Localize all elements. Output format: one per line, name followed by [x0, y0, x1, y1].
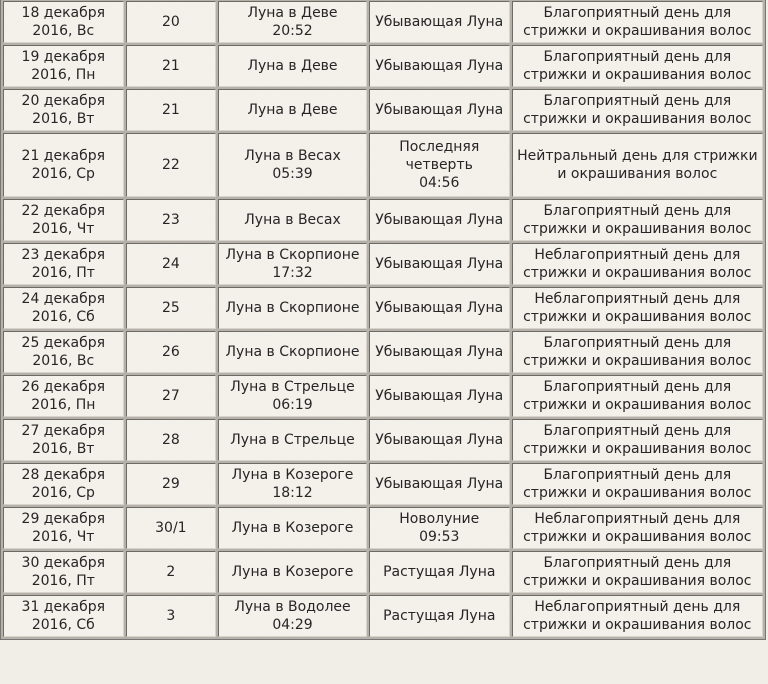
haircut-note-cell: Нейтральный день для стрижки и окрашивания волос — [512, 133, 763, 197]
table-row — [3, 595, 763, 637]
moon-sign-cell: Луна в Скорпионе 17:32 — [218, 243, 367, 285]
moon-phase-cell: Убывающая Луна — [369, 199, 510, 241]
table-row — [3, 463, 763, 505]
date-cell: 27 декабря 2016, Вт — [3, 419, 124, 461]
date-cell: 21 декабря 2016, Ср — [3, 133, 124, 197]
moon-sign-cell: Луна в Деве 20:52 — [218, 1, 367, 43]
moon-sign-cell: Луна в Весах 05:39 — [218, 133, 367, 197]
lunar-day-cell: 21 — [126, 45, 216, 87]
moon-sign-cell: Луна в Козероге — [218, 507, 367, 549]
haircut-note-cell: Благоприятный день для стрижки и окрашивания волос — [512, 199, 763, 241]
haircut-note-cell: Благоприятный день для стрижки и окрашивания волос — [512, 551, 763, 593]
date-cell: 25 декабря 2016, Вс — [3, 331, 124, 373]
table-row — [3, 133, 763, 197]
haircut-note-cell: Благоприятный день для стрижки и окрашивания волос — [512, 331, 763, 373]
moon-sign-cell: Луна в Козероге — [218, 551, 367, 593]
table-row — [3, 199, 763, 241]
haircut-note-cell: Благоприятный день для стрижки и окрашивания волос — [512, 375, 763, 417]
moon-phase-cell: Убывающая Луна — [369, 89, 510, 131]
date-cell: 29 декабря 2016, Чт — [3, 507, 124, 549]
haircut-note-cell: Неблагоприятный день для стрижки и окрашивания волос — [512, 507, 763, 549]
moon-phase-cell: Растущая Луна — [369, 595, 510, 637]
lunar-day-cell: 26 — [126, 331, 216, 373]
moon-sign-cell: Луна в Козероге 18:12 — [218, 463, 367, 505]
table-row — [3, 287, 763, 329]
moon-sign-cell: Луна в Деве — [218, 89, 367, 131]
haircut-note-cell: Благоприятный день для стрижки и окрашивания волос — [512, 1, 763, 43]
lunar-day-cell: 27 — [126, 375, 216, 417]
haircut-note-cell: Благоприятный день для стрижки и окрашивания волос — [512, 45, 763, 87]
lunar-day-cell: 25 — [126, 287, 216, 329]
moon-sign-cell: Луна в Водолее 04:29 — [218, 595, 367, 637]
moon-sign-cell: Луна в Скорпионе — [218, 331, 367, 373]
date-cell: 20 декабря 2016, Вт — [3, 89, 124, 131]
haircut-note-cell: Благоприятный день для стрижки и окрашивания волос — [512, 463, 763, 505]
table-row — [3, 331, 763, 373]
haircut-note-cell: Благоприятный день для стрижки и окрашивания волос — [512, 419, 763, 461]
lunar-day-cell: 21 — [126, 89, 216, 131]
moon-phase-cell: Убывающая Луна — [369, 243, 510, 285]
moon-phase-cell: Убывающая Луна — [369, 331, 510, 373]
moon-phase-cell: Новолуние 09:53 — [369, 507, 510, 549]
lunar-day-cell: 30/1 — [126, 507, 216, 549]
moon-sign-cell: Луна в Стрельце — [218, 419, 367, 461]
date-cell: 31 декабря 2016, Сб — [3, 595, 124, 637]
lunar-day-cell: 24 — [126, 243, 216, 285]
date-cell: 30 декабря 2016, Пт — [3, 551, 124, 593]
haircut-note-cell: Неблагоприятный день для стрижки и окрашивания волос — [512, 243, 763, 285]
table-row — [3, 45, 763, 87]
moon-sign-cell: Луна в Скорпионе — [218, 287, 367, 329]
date-cell: 24 декабря 2016, Сб — [3, 287, 124, 329]
lunar-day-cell: 20 — [126, 1, 216, 43]
table-row — [3, 507, 763, 549]
lunar-day-cell: 3 — [126, 595, 216, 637]
lunar-day-cell: 29 — [126, 463, 216, 505]
date-cell: 26 декабря 2016, Пн — [3, 375, 124, 417]
haircut-note-cell: Неблагоприятный день для стрижки и окрашивания волос — [512, 287, 763, 329]
lunar-day-cell: 23 — [126, 199, 216, 241]
moon-phase-cell: Убывающая Луна — [369, 419, 510, 461]
table-row — [3, 89, 763, 131]
moon-sign-cell: Луна в Весах — [218, 199, 367, 241]
date-cell: 22 декабря 2016, Чт — [3, 199, 124, 241]
lunar-day-cell: 2 — [126, 551, 216, 593]
moon-phase-cell: Последняя четверть 04:56 — [369, 133, 510, 197]
moon-sign-cell: Луна в Стрельце 06:19 — [218, 375, 367, 417]
moon-phase-cell: Убывающая Луна — [369, 463, 510, 505]
table-row — [3, 551, 763, 593]
table-row — [3, 1, 763, 43]
haircut-note-cell: Неблагоприятный день для стрижки и окрашивания волос — [512, 595, 763, 637]
lunar-day-cell: 22 — [126, 133, 216, 197]
haircut-note-cell: Благоприятный день для стрижки и окрашивания волос — [512, 89, 763, 131]
lunar-day-cell: 28 — [126, 419, 216, 461]
moon-sign-cell: Луна в Деве — [218, 45, 367, 87]
table-row — [3, 243, 763, 285]
moon-phase-cell: Убывающая Луна — [369, 375, 510, 417]
table-row — [3, 419, 763, 461]
table-row — [3, 375, 763, 417]
moon-phase-cell: Растущая Луна — [369, 551, 510, 593]
moon-phase-cell: Убывающая Луна — [369, 287, 510, 329]
table-body — [3, 1, 763, 637]
date-cell: 28 декабря 2016, Ср — [3, 463, 124, 505]
date-cell: 18 декабря 2016, Вс — [3, 1, 124, 43]
date-cell: 23 декабря 2016, Пт — [3, 243, 124, 285]
date-cell: 19 декабря 2016, Пн — [3, 45, 124, 87]
moon-phase-cell: Убывающая Луна — [369, 1, 510, 43]
moon-phase-cell: Убывающая Луна — [369, 45, 510, 87]
